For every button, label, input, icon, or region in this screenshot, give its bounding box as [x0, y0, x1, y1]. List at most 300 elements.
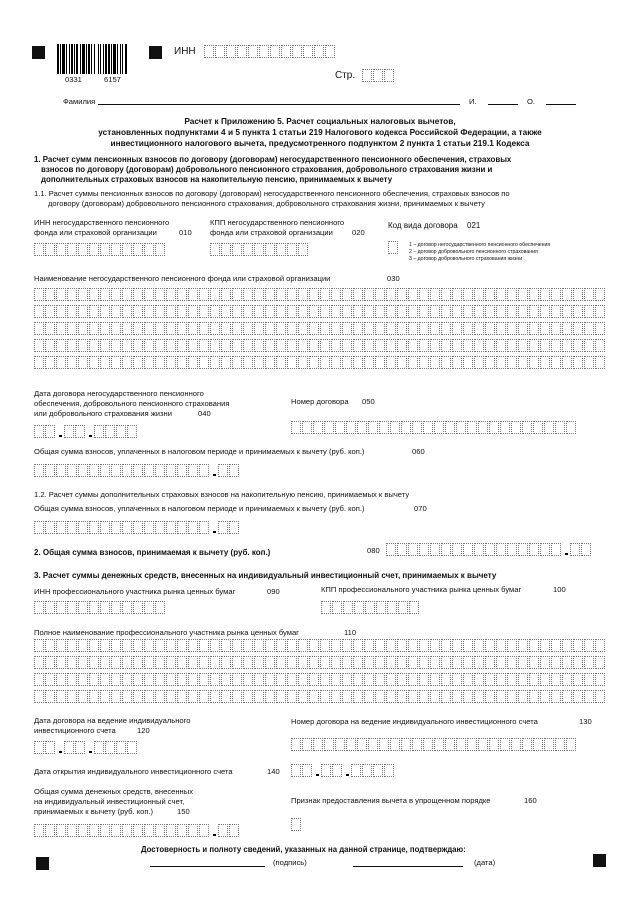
entry-cell[interactable]	[485, 288, 495, 301]
entry-cell[interactable]	[287, 656, 297, 669]
entry-cell[interactable]	[265, 656, 275, 669]
entry-cell[interactable]	[441, 322, 451, 335]
entry-cell[interactable]	[67, 673, 77, 686]
f021-cell[interactable]	[388, 241, 399, 254]
entry-cell[interactable]	[430, 356, 440, 369]
entry-cell[interactable]	[452, 543, 462, 556]
entry-cell[interactable]	[474, 356, 484, 369]
entry-cell[interactable]	[254, 305, 264, 318]
entry-cell[interactable]	[144, 673, 154, 686]
entry-cell[interactable]	[221, 690, 231, 703]
entry-cell[interactable]	[595, 322, 605, 335]
entry-cell[interactable]	[452, 339, 462, 352]
entry-cell[interactable]	[100, 322, 110, 335]
entry-cell[interactable]	[342, 690, 352, 703]
entry-cell[interactable]	[529, 690, 539, 703]
entry-cell[interactable]	[78, 601, 88, 614]
entry-cell[interactable]	[45, 425, 55, 438]
f150-amount-cells[interactable]	[34, 824, 240, 837]
entry-cell[interactable]	[89, 356, 99, 369]
entry-cell[interactable]	[463, 690, 473, 703]
entry-cell[interactable]	[243, 356, 253, 369]
entry-cell[interactable]	[397, 356, 407, 369]
entry-cell[interactable]	[298, 673, 308, 686]
entry-cell[interactable]	[287, 288, 297, 301]
entry-cell[interactable]	[309, 305, 319, 318]
entry-cell[interactable]	[298, 639, 308, 652]
f060-amount-cells[interactable]	[34, 464, 240, 477]
entry-cell[interactable]	[122, 464, 132, 477]
entry-cell[interactable]	[45, 339, 55, 352]
entry-cell[interactable]	[56, 305, 66, 318]
entry-cell[interactable]	[221, 288, 231, 301]
entry-cell[interactable]	[540, 543, 550, 556]
entry-cell[interactable]	[188, 690, 198, 703]
f050-contract-number-cells[interactable]	[291, 421, 577, 434]
entry-cell[interactable]	[287, 673, 297, 686]
entry-cell[interactable]	[518, 288, 528, 301]
entry-cell[interactable]	[331, 322, 341, 335]
entry-cell[interactable]	[67, 356, 77, 369]
entry-cell[interactable]	[562, 639, 572, 652]
entry-cell[interactable]	[265, 339, 275, 352]
entry-cell[interactable]	[566, 738, 576, 751]
entry-cell[interactable]	[397, 639, 407, 652]
entry-cell[interactable]	[430, 543, 440, 556]
entry-cell[interactable]	[199, 824, 209, 837]
entry-cell[interactable]	[221, 356, 231, 369]
entry-cell[interactable]	[56, 464, 66, 477]
entry-cell[interactable]	[342, 673, 352, 686]
entry-cell[interactable]	[390, 421, 400, 434]
entry-cell[interactable]	[144, 356, 154, 369]
entry-cell[interactable]	[133, 322, 143, 335]
entry-cell[interactable]	[507, 543, 517, 556]
entry-cell[interactable]	[122, 656, 132, 669]
entry-cell[interactable]	[78, 824, 88, 837]
entry-cell[interactable]	[408, 305, 418, 318]
entry-cell[interactable]	[529, 656, 539, 669]
entry-cell[interactable]	[342, 288, 352, 301]
entry-cell[interactable]	[298, 356, 308, 369]
entry-cell[interactable]	[368, 738, 378, 751]
entry-cell[interactable]	[325, 45, 335, 58]
entry-cell[interactable]	[111, 322, 121, 335]
entry-cell[interactable]	[45, 639, 55, 652]
entry-cell[interactable]	[332, 601, 342, 614]
entry-cell[interactable]	[397, 288, 407, 301]
entry-cell[interactable]	[166, 521, 176, 534]
entry-cell[interactable]	[331, 339, 341, 352]
entry-cell[interactable]	[34, 639, 44, 652]
entry-cell[interactable]	[353, 305, 363, 318]
entry-cell[interactable]	[324, 738, 334, 751]
entry-cell[interactable]	[562, 656, 572, 669]
entry-cell[interactable]	[45, 288, 55, 301]
entry-cell[interactable]	[144, 339, 154, 352]
entry-cell[interactable]	[259, 45, 269, 58]
entry-cell[interactable]	[584, 356, 594, 369]
entry-cell[interactable]	[342, 322, 352, 335]
entry-cell[interactable]	[133, 464, 143, 477]
f120-date-cells[interactable]	[34, 741, 138, 754]
f030-row-5[interactable]	[34, 356, 606, 369]
entry-cell[interactable]	[243, 690, 253, 703]
entry-cell[interactable]	[496, 639, 506, 652]
entry-cell[interactable]	[133, 243, 143, 256]
entry-cell[interactable]	[562, 356, 572, 369]
entry-cell[interactable]	[401, 421, 411, 434]
entry-cell[interactable]	[463, 288, 473, 301]
entry-cell[interactable]	[551, 288, 561, 301]
entry-cell[interactable]	[573, 322, 583, 335]
entry-cell[interactable]	[324, 421, 334, 434]
f070-amount-cells[interactable]	[34, 521, 240, 534]
entry-cell[interactable]	[584, 305, 594, 318]
entry-cell[interactable]	[485, 339, 495, 352]
entry-cell[interactable]	[232, 356, 242, 369]
entry-cell[interactable]	[321, 601, 331, 614]
entry-cell[interactable]	[100, 243, 110, 256]
entry-cell[interactable]	[373, 764, 383, 777]
entry-cell[interactable]	[518, 305, 528, 318]
entry-cell[interactable]	[456, 738, 466, 751]
entry-cell[interactable]	[298, 339, 308, 352]
entry-cell[interactable]	[78, 288, 88, 301]
entry-cell[interactable]	[111, 356, 121, 369]
entry-cell[interactable]	[408, 288, 418, 301]
entry-cell[interactable]	[364, 356, 374, 369]
entry-cell[interactable]	[474, 543, 484, 556]
entry-cell[interactable]	[342, 305, 352, 318]
entry-cell[interactable]	[100, 673, 110, 686]
entry-cell[interactable]	[423, 421, 433, 434]
entry-cell[interactable]	[522, 421, 532, 434]
entry-cell[interactable]	[373, 69, 383, 82]
entry-cell[interactable]	[56, 824, 66, 837]
entry-cell[interactable]	[229, 464, 239, 477]
entry-cell[interactable]	[544, 738, 554, 751]
entry-cell[interactable]	[67, 243, 77, 256]
entry-cell[interactable]	[430, 305, 440, 318]
entry-cell[interactable]	[500, 738, 510, 751]
entry-cell[interactable]	[496, 673, 506, 686]
entry-cell[interactable]	[522, 738, 532, 751]
entry-cell[interactable]	[232, 690, 242, 703]
entry-cell[interactable]	[133, 288, 143, 301]
entry-cell[interactable]	[122, 322, 132, 335]
entry-cell[interactable]	[397, 339, 407, 352]
entry-cell[interactable]	[353, 673, 363, 686]
entry-cell[interactable]	[67, 656, 77, 669]
entry-cell[interactable]	[265, 673, 275, 686]
entry-cell[interactable]	[507, 690, 517, 703]
entry-cell[interactable]	[254, 690, 264, 703]
entry-cell[interactable]	[221, 243, 231, 256]
entry-cell[interactable]	[265, 288, 275, 301]
entry-cell[interactable]	[122, 824, 132, 837]
entry-cell[interactable]	[45, 243, 55, 256]
entry-cell[interactable]	[56, 656, 66, 669]
entry-cell[interactable]	[584, 690, 594, 703]
entry-cell[interactable]	[562, 339, 572, 352]
entry-cell[interactable]	[353, 288, 363, 301]
entry-cell[interactable]	[386, 543, 396, 556]
entry-cell[interactable]	[210, 339, 220, 352]
entry-cell[interactable]	[78, 521, 88, 534]
entry-cell[interactable]	[562, 673, 572, 686]
entry-cell[interactable]	[75, 425, 85, 438]
entry-cell[interactable]	[452, 305, 462, 318]
entry-cell[interactable]	[321, 764, 331, 777]
entry-cell[interactable]	[210, 305, 220, 318]
entry-cell[interactable]	[496, 305, 506, 318]
entry-cell[interactable]	[408, 673, 418, 686]
entry-cell[interactable]	[331, 288, 341, 301]
entry-cell[interactable]	[573, 305, 583, 318]
entry-cell[interactable]	[342, 656, 352, 669]
entry-cell[interactable]	[64, 741, 74, 754]
entry-cell[interactable]	[309, 322, 319, 335]
entry-cell[interactable]	[529, 305, 539, 318]
entry-cell[interactable]	[45, 656, 55, 669]
entry-cell[interactable]	[387, 601, 397, 614]
entry-cell[interactable]	[232, 656, 242, 669]
entry-cell[interactable]	[478, 738, 488, 751]
entry-cell[interactable]	[100, 824, 110, 837]
entry-cell[interactable]	[133, 521, 143, 534]
entry-cell[interactable]	[122, 639, 132, 652]
entry-cell[interactable]	[133, 356, 143, 369]
entry-cell[interactable]	[177, 464, 187, 477]
entry-cell[interactable]	[343, 601, 353, 614]
entry-cell[interactable]	[496, 288, 506, 301]
entry-cell[interactable]	[529, 339, 539, 352]
entry-cell[interactable]	[313, 421, 323, 434]
entry-cell[interactable]	[496, 656, 506, 669]
entry-cell[interactable]	[232, 243, 242, 256]
entry-cell[interactable]	[122, 243, 132, 256]
entry-cell[interactable]	[34, 339, 44, 352]
entry-cell[interactable]	[34, 288, 44, 301]
entry-cell[interactable]	[430, 690, 440, 703]
entry-cell[interactable]	[122, 690, 132, 703]
entry-cell[interactable]	[221, 339, 231, 352]
signature-line[interactable]	[150, 866, 265, 867]
entry-cell[interactable]	[540, 356, 550, 369]
entry-cell[interactable]	[342, 639, 352, 652]
f110-row-4[interactable]	[34, 690, 606, 703]
entry-cell[interactable]	[379, 421, 389, 434]
entry-cell[interactable]	[210, 690, 220, 703]
entry-cell[interactable]	[445, 421, 455, 434]
entry-cell[interactable]	[309, 356, 319, 369]
entry-cell[interactable]	[419, 543, 429, 556]
entry-cell[interactable]	[276, 305, 286, 318]
entry-cell[interactable]	[364, 656, 374, 669]
entry-cell[interactable]	[353, 322, 363, 335]
entry-cell[interactable]	[287, 305, 297, 318]
entry-cell[interactable]	[456, 421, 466, 434]
entry-cell[interactable]	[144, 305, 154, 318]
entry-cell[interactable]	[386, 690, 396, 703]
entry-cell[interactable]	[364, 673, 374, 686]
entry-cell[interactable]	[199, 339, 209, 352]
entry-cell[interactable]	[298, 322, 308, 335]
entry-cell[interactable]	[423, 738, 433, 751]
entry-cell[interactable]	[287, 690, 297, 703]
entry-cell[interactable]	[467, 421, 477, 434]
entry-cell[interactable]	[489, 421, 499, 434]
entry-cell[interactable]	[409, 601, 419, 614]
entry-cell[interactable]	[507, 288, 517, 301]
entry-cell[interactable]	[177, 339, 187, 352]
entry-cell[interactable]	[78, 339, 88, 352]
entry-cell[interactable]	[463, 673, 473, 686]
entry-cell[interactable]	[67, 305, 77, 318]
entry-cell[interactable]	[500, 421, 510, 434]
entry-cell[interactable]	[265, 243, 275, 256]
entry-cell[interactable]	[122, 339, 132, 352]
entry-cell[interactable]	[331, 656, 341, 669]
entry-cell[interactable]	[144, 824, 154, 837]
entry-cell[interactable]	[408, 690, 418, 703]
entry-cell[interactable]	[155, 339, 165, 352]
entry-cell[interactable]	[595, 356, 605, 369]
entry-cell[interactable]	[89, 339, 99, 352]
entry-cell[interactable]	[332, 764, 342, 777]
entry-cell[interactable]	[408, 356, 418, 369]
entry-cell[interactable]	[100, 305, 110, 318]
entry-cell[interactable]	[56, 601, 66, 614]
entry-cell[interactable]	[533, 421, 543, 434]
entry-cell[interactable]	[540, 339, 550, 352]
entry-cell[interactable]	[210, 322, 220, 335]
entry-cell[interactable]	[474, 690, 484, 703]
entry-cell[interactable]	[276, 243, 286, 256]
entry-cell[interactable]	[555, 738, 565, 751]
entry-cell[interactable]	[309, 639, 319, 652]
entry-cell[interactable]	[45, 824, 55, 837]
entry-cell[interactable]	[364, 339, 374, 352]
entry-cell[interactable]	[551, 690, 561, 703]
entry-cell[interactable]	[313, 738, 323, 751]
entry-cell[interactable]	[408, 656, 418, 669]
entry-cell[interactable]	[507, 639, 517, 652]
entry-cell[interactable]	[229, 824, 239, 837]
entry-cell[interactable]	[243, 305, 253, 318]
entry-cell[interactable]	[166, 305, 176, 318]
entry-cell[interactable]	[67, 639, 77, 652]
entry-cell[interactable]	[78, 656, 88, 669]
entry-cell[interactable]	[166, 673, 176, 686]
entry-cell[interactable]	[518, 339, 528, 352]
entry-cell[interactable]	[496, 690, 506, 703]
entry-cell[interactable]	[177, 288, 187, 301]
entry-cell[interactable]	[166, 356, 176, 369]
entry-cell[interactable]	[67, 339, 77, 352]
entry-cell[interactable]	[287, 639, 297, 652]
entry-cell[interactable]	[75, 741, 85, 754]
entry-cell[interactable]	[265, 690, 275, 703]
entry-cell[interactable]	[320, 305, 330, 318]
entry-cell[interactable]	[34, 521, 44, 534]
entry-cell[interactable]	[452, 288, 462, 301]
entry-cell[interactable]	[309, 288, 319, 301]
entry-cell[interactable]	[199, 521, 209, 534]
entry-cell[interactable]	[45, 464, 55, 477]
entry-cell[interactable]	[144, 288, 154, 301]
entry-cell[interactable]	[386, 322, 396, 335]
entry-cell[interactable]	[397, 673, 407, 686]
entry-cell[interactable]	[188, 464, 198, 477]
entry-cell[interactable]	[122, 673, 132, 686]
entry-cell[interactable]	[111, 464, 121, 477]
entry-cell[interactable]	[430, 322, 440, 335]
entry-cell[interactable]	[584, 288, 594, 301]
entry-cell[interactable]	[243, 639, 253, 652]
entry-cell[interactable]	[276, 639, 286, 652]
entry-cell[interactable]	[335, 421, 345, 434]
entry-cell[interactable]	[287, 243, 297, 256]
entry-cell[interactable]	[430, 288, 440, 301]
entry-cell[interactable]	[56, 639, 66, 652]
entry-cell[interactable]	[265, 322, 275, 335]
entry-cell[interactable]	[155, 305, 165, 318]
entry-cell[interactable]	[116, 741, 126, 754]
entry-cell[interactable]	[34, 305, 44, 318]
entry-cell[interactable]	[89, 322, 99, 335]
f090-inn-cells[interactable]	[34, 601, 166, 614]
entry-cell[interactable]	[265, 305, 275, 318]
entry-cell[interactable]	[408, 339, 418, 352]
entry-cell[interactable]	[386, 339, 396, 352]
entry-cell[interactable]	[518, 690, 528, 703]
entry-cell[interactable]	[386, 288, 396, 301]
entry-cell[interactable]	[210, 356, 220, 369]
entry-cell[interactable]	[375, 288, 385, 301]
entry-cell[interactable]	[232, 305, 242, 318]
entry-cell[interactable]	[562, 288, 572, 301]
entry-cell[interactable]	[362, 69, 372, 82]
entry-cell[interactable]	[111, 305, 121, 318]
entry-cell[interactable]	[122, 601, 132, 614]
entry-cell[interactable]	[540, 690, 550, 703]
entry-cell[interactable]	[573, 339, 583, 352]
entry-cell[interactable]	[518, 639, 528, 652]
entry-cell[interactable]	[199, 305, 209, 318]
f030-row-4[interactable]	[34, 339, 606, 352]
entry-cell[interactable]	[566, 421, 576, 434]
entry-cell[interactable]	[364, 288, 374, 301]
entry-cell[interactable]	[221, 656, 231, 669]
entry-cell[interactable]	[100, 464, 110, 477]
entry-cell[interactable]	[540, 656, 550, 669]
entry-cell[interactable]	[419, 673, 429, 686]
entry-cell[interactable]	[485, 543, 495, 556]
entry-cell[interactable]	[485, 673, 495, 686]
entry-cell[interactable]	[562, 690, 572, 703]
entry-cell[interactable]	[67, 322, 77, 335]
entry-cell[interactable]	[354, 601, 364, 614]
entry-cell[interactable]	[573, 356, 583, 369]
entry-cell[interactable]	[298, 288, 308, 301]
entry-cell[interactable]	[45, 521, 55, 534]
entry-cell[interactable]	[100, 639, 110, 652]
entry-cell[interactable]	[412, 738, 422, 751]
entry-cell[interactable]	[555, 421, 565, 434]
entry-cell[interactable]	[353, 690, 363, 703]
